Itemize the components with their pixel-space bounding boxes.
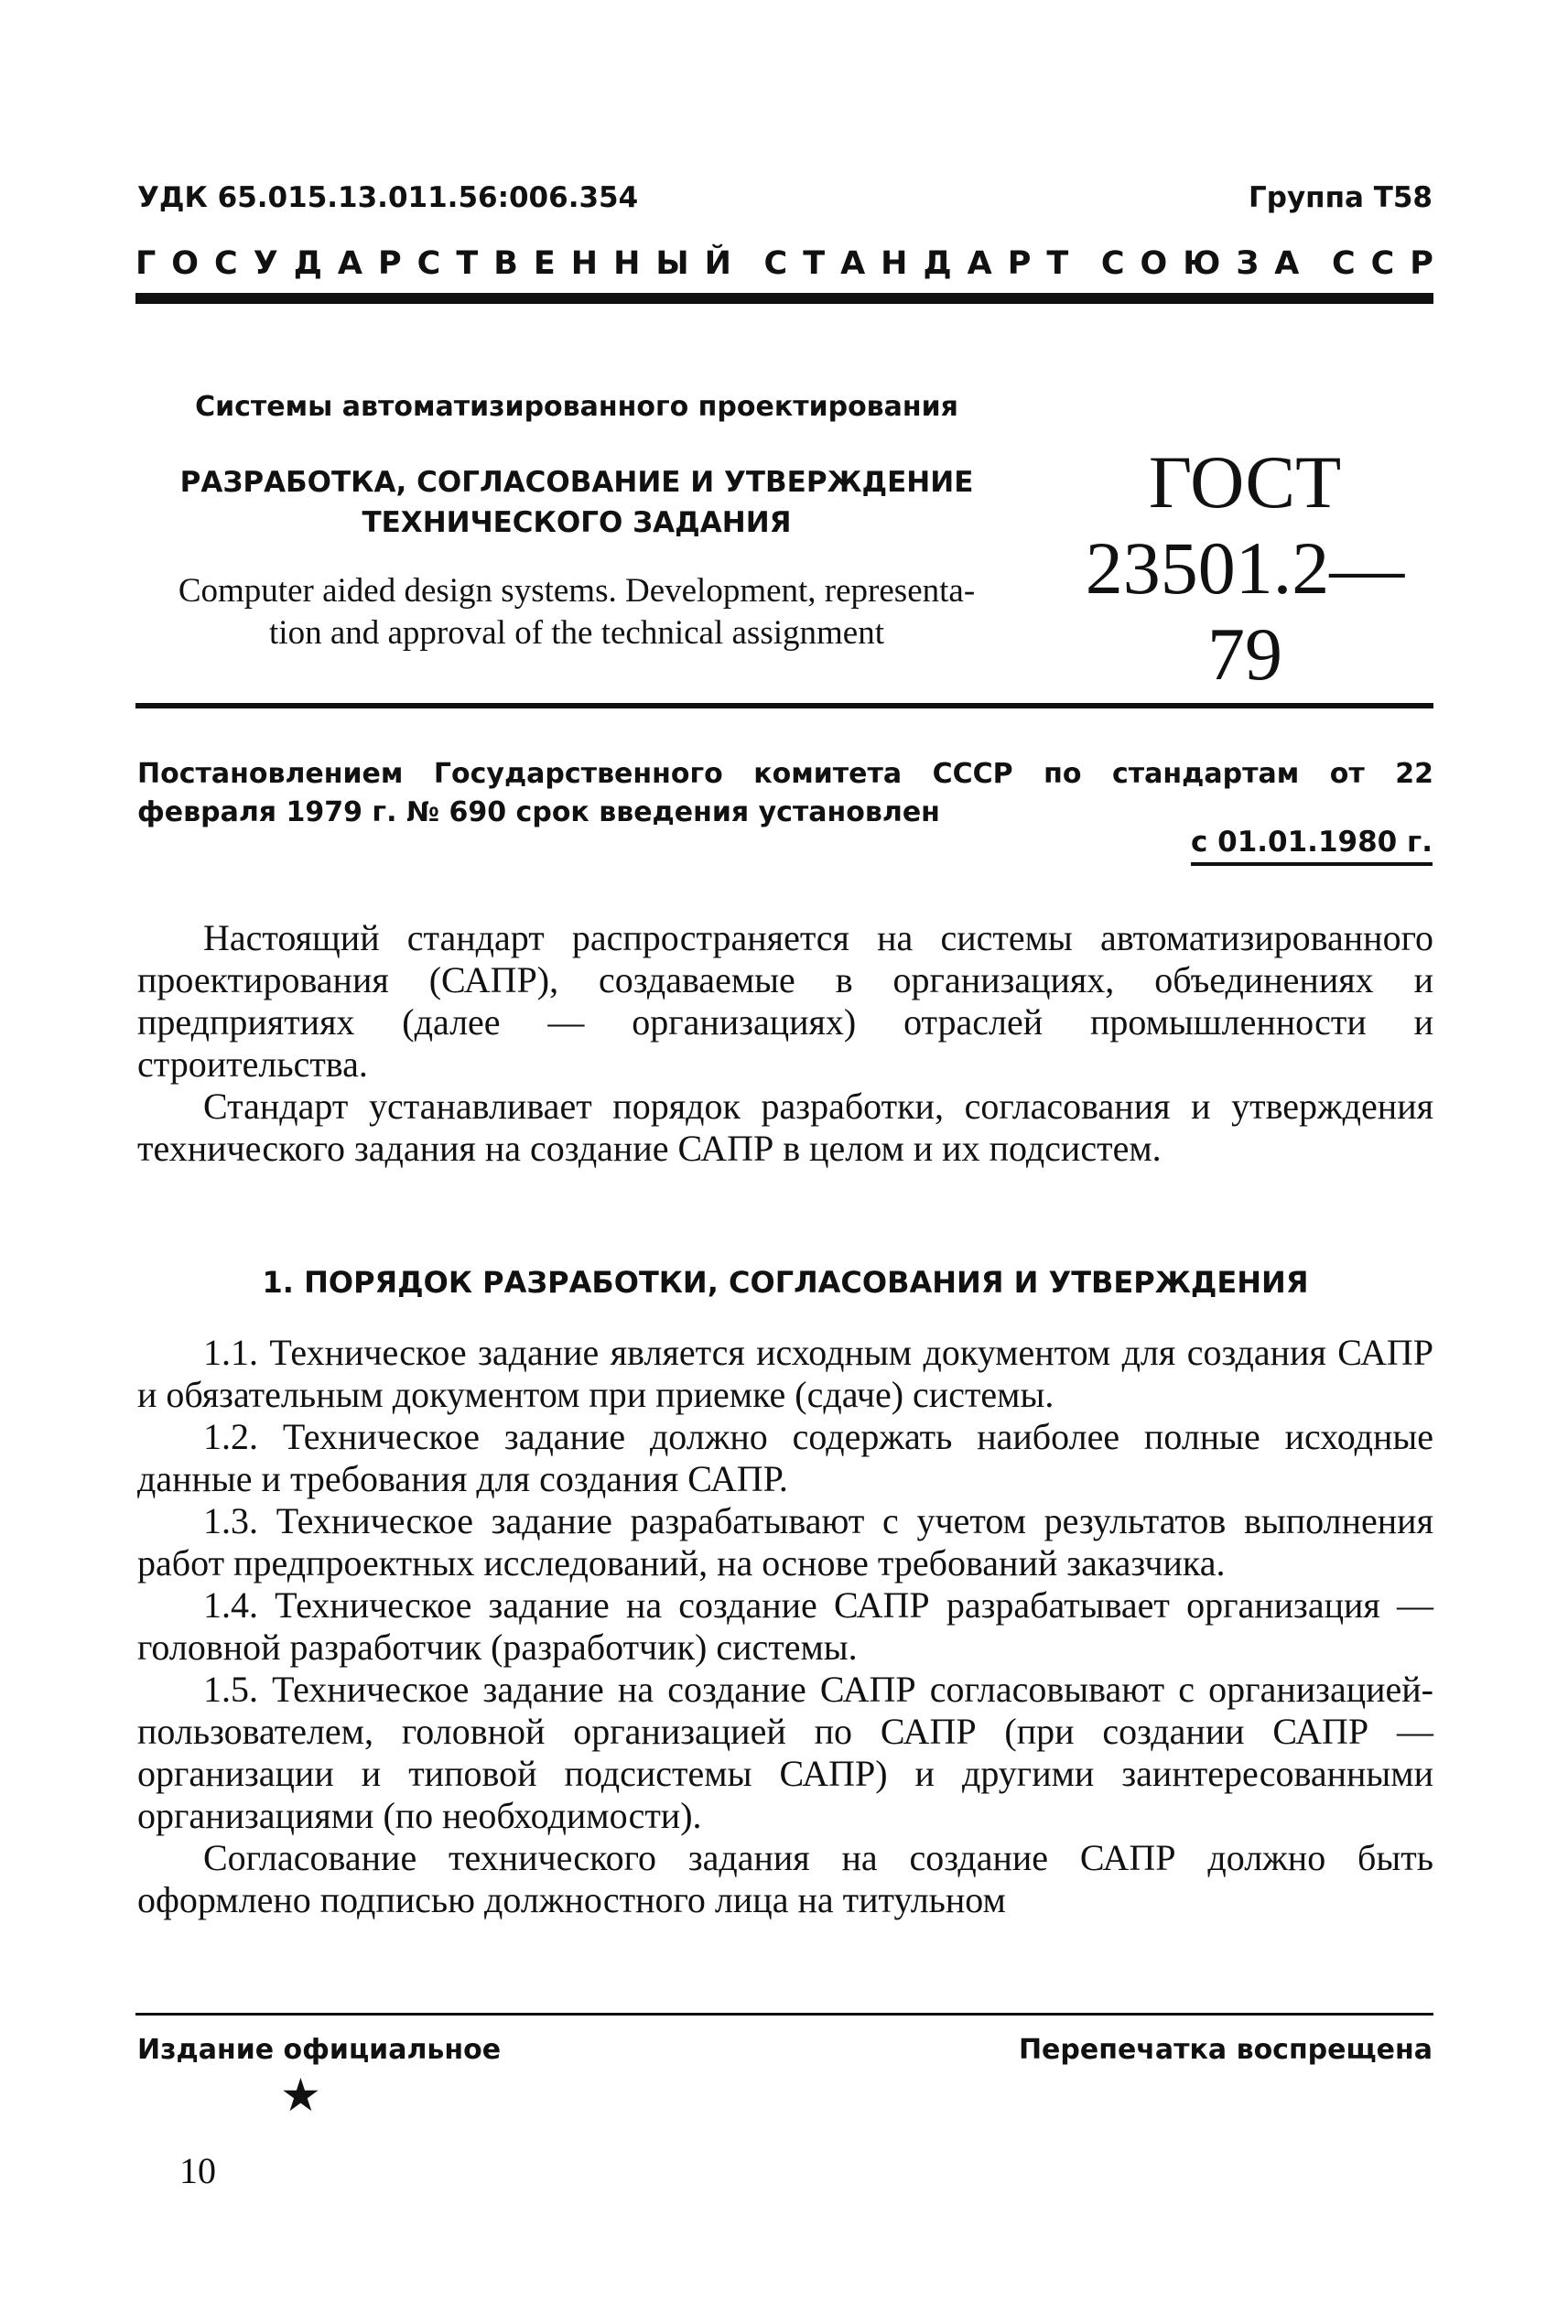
title-rule [135,703,1433,708]
paragraph: 1.1. Техническое задание является исходным документом для создания САПР и обязательным документом при приемке (сдаче) системы. [137,1332,1433,1415]
paragraph: Согласование технического задания на создание САПР должно быть оформлено подписью должностного лица на титульном [137,1837,1433,1920]
effective-date [1191,826,1433,866]
banner-word: СТАНДАРТ [763,245,1085,282]
paragraph: 1.3. Техническое задание разрабатывают с учетом результатов выполнения работ предпроектных исследований, на основе требований заказчика. [137,1500,1433,1584]
gost-label: ГОСТ [1148,440,1342,524]
gost-number: 23501.2—79 [1085,526,1405,696]
banner-word: СОЮЗА [1100,245,1315,282]
title-line: РАЗРАБОТКА, СОГЛАСОВАНИЕ И УТВЕРЖДЕНИЕ [179,466,974,499]
page-number: 10 [179,2150,216,2191]
paragraph: Настоящий стандарт распространяется на системы автоматизированного проектирования (САПР), создаваемые в организациях, объединениях и предприятиях (далее — организациях) отраслей промышленности и строительства. [137,917,1433,1085]
title-line: ТЕХНИЧЕСКОГО ЗАДАНИЯ [362,506,792,539]
banner-word: ГОСУДАРСТВЕННЫЙ [135,245,747,282]
series-title: Системы автоматизированного проектирования [195,391,958,423]
reprint-note: Перепечатка воспрещена [1018,2034,1433,2066]
star-icon: ★ [280,2070,321,2121]
document-title-en [137,570,1016,654]
footer-rule [135,2013,1433,2016]
gost-designation [1062,439,1428,697]
section-body [137,1332,1433,1921]
paragraph: 1.2. Техническое задание должно содержать наиболее полные исходные данные и требования для создания САПР. [137,1416,1433,1499]
paragraph: 1.5. Техническое задание на создание САПР согласовывают с организацией-пользователем, головной организацией по САПР (при создании САПР — организации и типовой подсистемы САПР) и другими заинтересованными организациями (по необходимости). [137,1669,1433,1836]
document-title-ru [137,462,1016,543]
decree-text: Постановлением Государственного комитета СССР по стандартам от 22 февраля 1979 г. № 690 срок введения установлен [137,758,1433,828]
header-rule [135,293,1433,304]
group-code: Группа Т58 [1249,181,1433,214]
banner-word: ССР [1331,245,1449,282]
paragraph: 1.4. Техническое задание на создание САПР разрабатывает организация — головной разработчик (разработчик) системы. [137,1584,1433,1668]
paragraph: Стандарт устанавливает порядок разработки, согласования и утверждения технического задания на создание САПР в целом и их подсистем. [137,1086,1433,1169]
udk-code: УДК 65.015.13.011.56:006.354 [137,181,639,214]
title-block [137,389,1016,654]
edition-note: Издание официальное [137,2034,502,2066]
effective-date-value: с 01.01.1980 г. [1191,826,1433,866]
state-standard-banner [135,245,1449,282]
section-heading: 1. ПОРЯДОК РАЗРАБОТКИ, СОГЛАСОВАНИЯ И УТВЕРЖДЕНИЯ [262,1265,1309,1300]
intro-text [137,917,1433,1170]
title-line: Computer aided design systems. Development, representa- [178,572,976,610]
title-line: tion and approval of the technical assignment [269,614,884,652]
